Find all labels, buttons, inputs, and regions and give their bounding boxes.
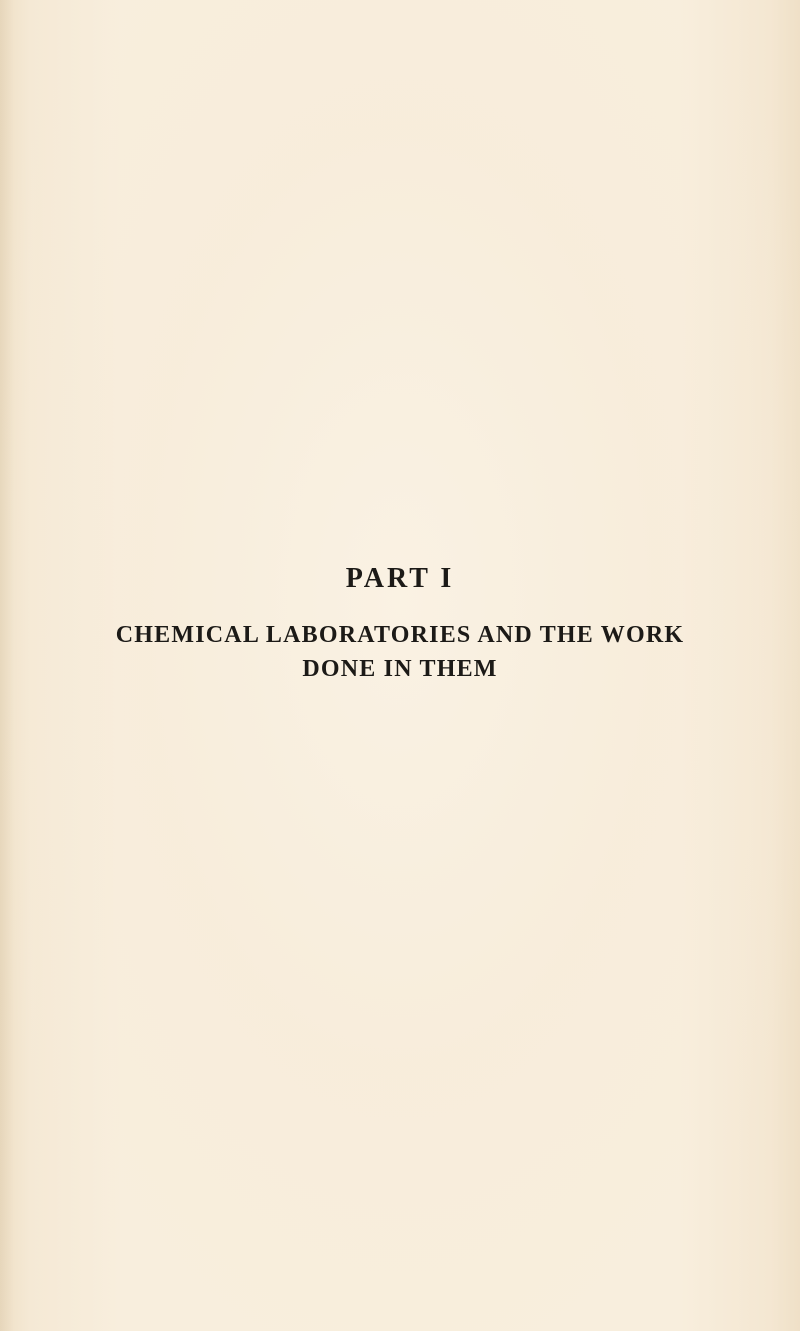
part-subtitle-line-1: CHEMICAL LABORATORIES AND THE WORK [115, 622, 685, 648]
part-subtitle [0, 618, 800, 686]
part-heading: PART I [345, 563, 455, 594]
part-subtitle-line-2: DONE IN THEM [302, 656, 498, 682]
